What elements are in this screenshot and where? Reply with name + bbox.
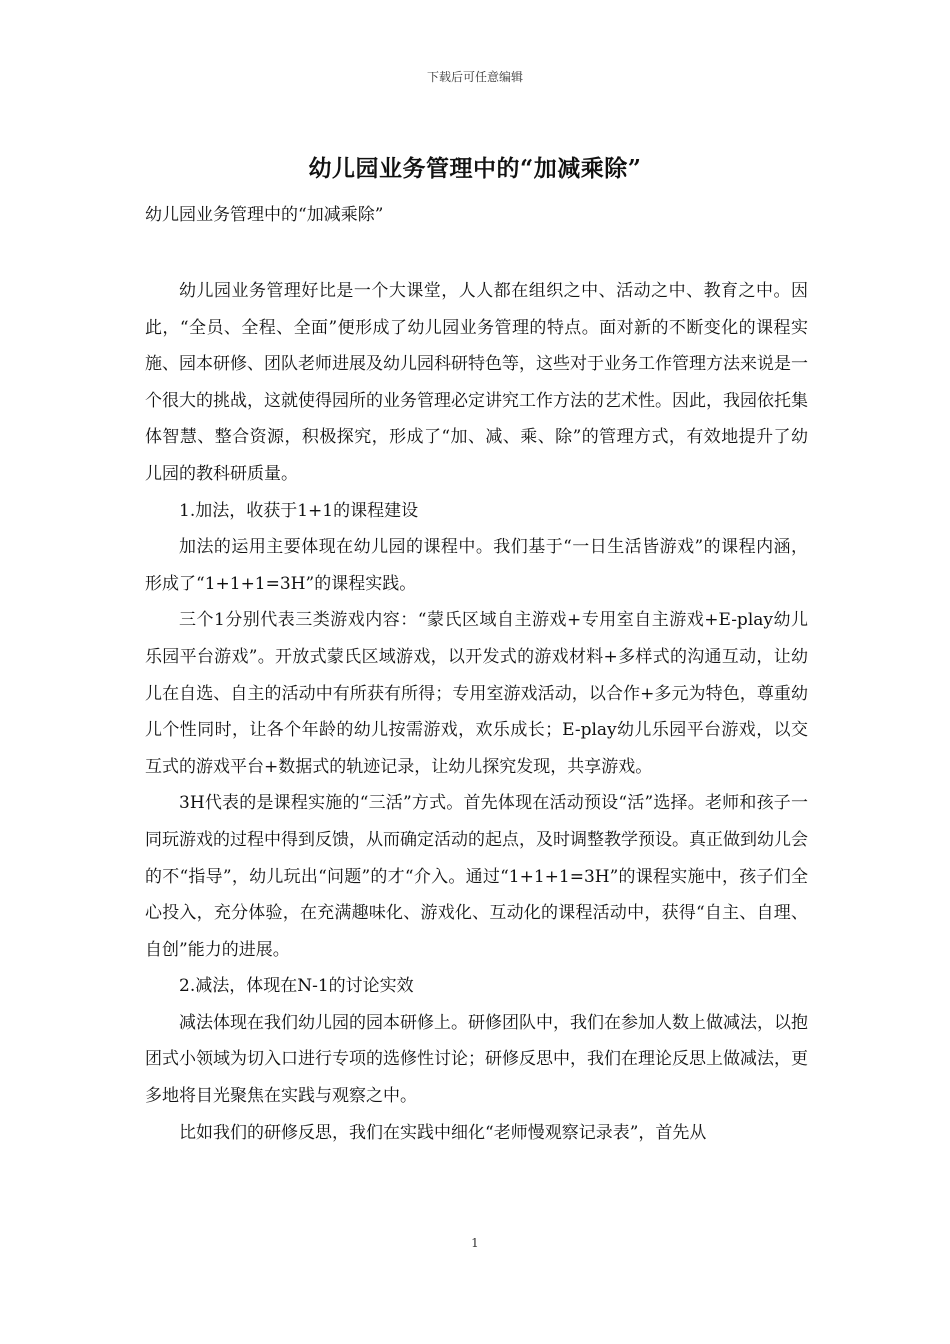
document-title: 幼儿园业务管理中的“加减乘除” bbox=[308, 155, 642, 182]
paragraph-research-reflection: 比如我们的研修反思，我们在实践中细化“老师慢观察记录表”，首先从 bbox=[179, 1122, 707, 1143]
paragraph-3h: 3H代表的是课程实施的“三活”方式。首先体现在活动预设“活”选择。老师和孩子一同玩游戏的过程中得到反馈，从而确定活动的起点，及时调整教学预设。真正做到幼儿会的不“指导”，幼儿玩出“问题”的才“介入。通过“1+1+1=3H”的课程实施中，孩子们全心投入，充分体验，在充满趣味化、游戏化、互动化的课程活动中，获得“自主、自理、自创”能力的进展。 bbox=[145, 793, 808, 960]
section-heading-addition: 1.加法，收获于1+1的课程建设 bbox=[179, 500, 419, 521]
page-number: 1 bbox=[471, 1236, 479, 1250]
document-subtitle: 幼儿园业务管理中的“加减乘除” bbox=[145, 205, 384, 225]
page-header: 下载后可任意编辑 bbox=[426, 70, 523, 84]
section-heading-subtraction: 2.减法，体现在N-1的讨论实效 bbox=[179, 976, 414, 997]
paragraph-addition-intro: 加法的运用主要体现在幼儿园的课程中。我们基于“一日生活皆游戏”的课程内涵，形成了“1+1+1=3H”的课程实践。 bbox=[145, 537, 808, 594]
paragraph-three-ones: 三个1分别代表三类游戏内容：“蒙氏区域自主游戏+专用室自主游戏+E-play幼儿乐园平台游戏”。开放式蒙氏区域游戏，以开发式的游戏材料+多样式的沟通互动，让幼儿在自选、自主的活动中有所获有所得；专用室游戏活动，以合作+多元为特色，尊重幼儿个性同时，让各个年龄的幼儿按需游戏，欢乐成长；E-play幼儿乐园平台游戏，以交互式的游戏平台+数据式的轨迹记录，让幼儿探究发现，共享游戏。 bbox=[145, 610, 808, 777]
paragraph-intro: 幼儿园业务管理好比是一个大课堂，人人都在组织之中、活动之中、教育之中。因此，“全员、全程、全面”便形成了幼儿园业务管理的特点。面对新的不断变化的课程实施、园本研修、团队老师进展及幼儿园科研特色等，这些对于业务工作管理方法来说是一个很大的挑战，这就使得园所的业务管理必定讲究工作方法的艺术性。因此，我园依托集体智慧、整合资源，积极探究，形成了“加、减、乘、除”的管理方式，有效地提升了幼儿园的教科研质量。 bbox=[145, 281, 808, 484]
paragraph-subtraction-intro: 减法体现在我们幼儿园的园本研修上。研修团队中，我们在参加人数上做减法，以抱团式小领域为切入口进行专项的选修性讨论；研修反思中，我们在理论反思上做减法，更多地将目光聚焦在实践与观察之中。 bbox=[145, 1012, 808, 1107]
document-body bbox=[145, 273, 808, 1151]
